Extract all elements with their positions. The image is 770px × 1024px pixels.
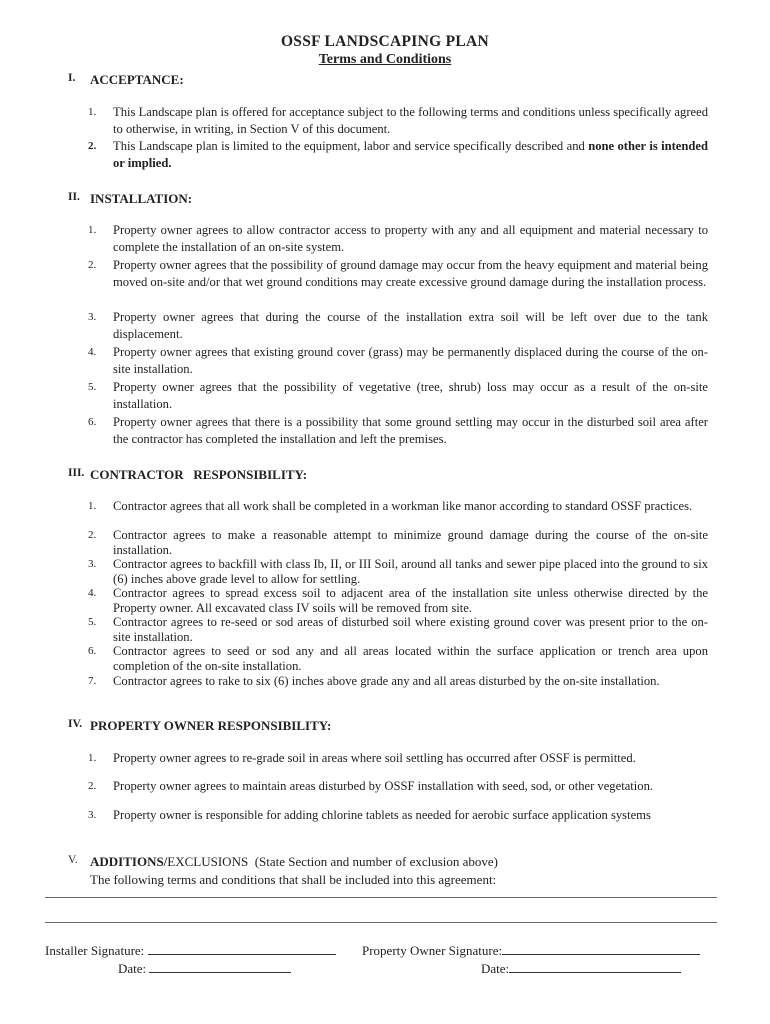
list-item: 3. Property owner agrees that during the course of the installation extra soil will be left over due to the tank displacement. xyxy=(88,310,708,342)
owner-signature-field[interactable] xyxy=(502,943,700,955)
list-item: 7. Contractor agrees to rake to six (6) inches above grade any and all areas disturbed by the on-site installation. xyxy=(88,674,660,688)
list-item: 2. This Landscape plan is limited to the equipment, labor and service specifically described and none other is intended or implied. xyxy=(88,139,708,171)
installer-signature-row: Installer Signature: xyxy=(45,943,336,959)
list-item: 4. Contractor agrees to spread excess soil to adjacent area of the installation site unless otherwise directed by the Property owner. All excavated class IV soils will be removed from site. xyxy=(88,586,708,615)
list-item: 2. Contractor agrees to make a reasonable attempt to minimize ground damage during the course of the on-site installation. xyxy=(88,528,708,557)
owner-date-row: Date: xyxy=(481,961,681,977)
list-item: 3. Property owner is responsible for adding chlorine tablets as needed for aerobic surface application systems xyxy=(88,808,651,822)
list-item: 2. Property owner agrees to maintain areas disturbed by OSSF installation with seed, sod, or other vegetation. xyxy=(88,779,654,793)
installer-signature-field[interactable] xyxy=(148,943,336,955)
additions-line-1[interactable] xyxy=(45,897,717,898)
list-item: 1. Property owner agrees to re-grade soil in areas where soil settling has occurred after OSSF is permitted. xyxy=(88,751,636,765)
additions-line-2[interactable] xyxy=(45,922,717,923)
list-item: 2. Property owner agrees that the possibility of ground damage may occur from the heavy equipment and material being moved on-site and/or that wet ground conditions may create excessive ground damage during the installation process. xyxy=(88,258,708,290)
document-page: OSSF LANDSCAPING PLAN Terms and Conditions I. ACCEPTANCE: 1. This Landscape plan is offered for acceptance subject to the following terms and conditions unless specifically agreed to otherwise, in writing, in Section V of this document. 2. This Landscape plan is limited to the equipment, labor and service specifically described and none other is intended or implied. II. INSTALLATION: 1. Property owner agrees to allow contractor access to property with any and all equipment and material necessary to complete the installation of an on-site system. 2. Property owner agrees that the possibility of ground damage may occur from the heavy equipment and material being moved on-site and/or that wet ground conditions may create excessive ground damage during the installation process. 3. Property owner agrees that during the course of the installation extra soil will be left over due to the tank displacement. 4. Property owner agrees that existing ground cover (grass) may be permanently displaced during the course of the on-site installation. 5. Property owner agrees that the possibility of vegetative (tree, shrub) loss may occur as a result of the on-site installation. 6. Property owner agrees that there is a possibility that some ground settling may occur in the disturbed soil area after the contractor has completed the installation and left the premises. III. CONTRACTOR RESPONSIBILITY: 1. Contractor agrees that all work shall be completed in a workman like manor according to standard OSSF practices. 2. Contractor agrees to make a reasonable attempt to minimize ground damage during the course of the on-site installation. 3. Contractor agrees to backfill with class Ib, II, or III Soil, around all tanks and sewer pipe placed into the ground to six (6) inches above grade level to allow for settling. 4. Contractor agrees to spread excess soil to adjacent area of the installation site unless otherwise directed by the Property owner. All excavated class IV soils will be removed from site. 5. Contractor agrees to re-seed or sod areas of disturbed soil where existing ground cover was present prior to the on-site installation. 6. Contractor agrees to seed or sod any and all areas located within the surface application or trench area upon completion of the on-site installation. 7. Contractor agrees to rake to six (6) inches above grade any and all areas disturbed by the on-site installation. IV. PROPERTY OWNER RESPONSIBILITY: 1. Property owner agrees to re-grade soil in areas where soil settling has occurred after OSSF is permitted. 2. Property owner agrees to maintain areas disturbed by OSSF installation with seed, sod, or other vegetation. 3. Property owner is responsible for adding chlorine tablets as needed for aerobic surface application systems V. ADDITIONS/EXCLUSIONS (State Section and number of exclusion above) The following terms and conditions that shall be included into this agreement: Installer Signature: Date: Property Owner Signature: Date: xyxy=(0,0,770,1024)
list-item: 1. This Landscape plan is offered for acceptance subject to the following terms and conditions unless specifically agreed to otherwise, in writing, in Section V of this document. xyxy=(88,105,708,137)
owner-signature-row: Property Owner Signature: xyxy=(362,943,700,959)
installer-date-field[interactable] xyxy=(149,961,291,973)
list-item: 1. Contractor agrees that all work shall be completed in a workman like manor according to standard OSSF practices. xyxy=(88,499,693,513)
document-title: OSSF LANDSCAPING PLAN xyxy=(280,33,490,50)
owner-date-field[interactable] xyxy=(509,961,681,973)
installer-date-row: Date: xyxy=(118,961,291,977)
list-item: 4. Property owner agrees that existing ground cover (grass) may be permanently displaced during the course of the on-site installation. xyxy=(88,345,708,377)
list-item: 6. Property owner agrees that there is a possibility that some ground settling may occur in the disturbed soil area after the contractor has completed the installation and left the premises. xyxy=(88,415,708,447)
list-item: 5. Property owner agrees that the possibility of vegetative (tree, shrub) loss may occur as a result of the on-site installation. xyxy=(88,380,708,412)
additions-intro: The following terms and conditions that shall be included into this agreement: xyxy=(90,872,497,887)
list-item: 1. Property owner agrees to allow contractor access to property with any and all equipment and material necessary to complete the installation of an on-site system. xyxy=(88,223,708,255)
document-subtitle: Terms and Conditions xyxy=(318,52,452,67)
list-item: 3. Contractor agrees to backfill with class Ib, II, or III Soil, around all tanks and sewer pipe placed into the ground to six (6) inches above grade level to allow for settling. xyxy=(88,557,708,586)
list-item: 6. Contractor agrees to seed or sod any and all areas located within the surface application or trench area upon completion of the on-site installation. xyxy=(88,644,708,673)
list-item: 5. Contractor agrees to re-seed or sod areas of disturbed soil where existing ground cover was present prior to the on-site installation. xyxy=(88,615,708,644)
